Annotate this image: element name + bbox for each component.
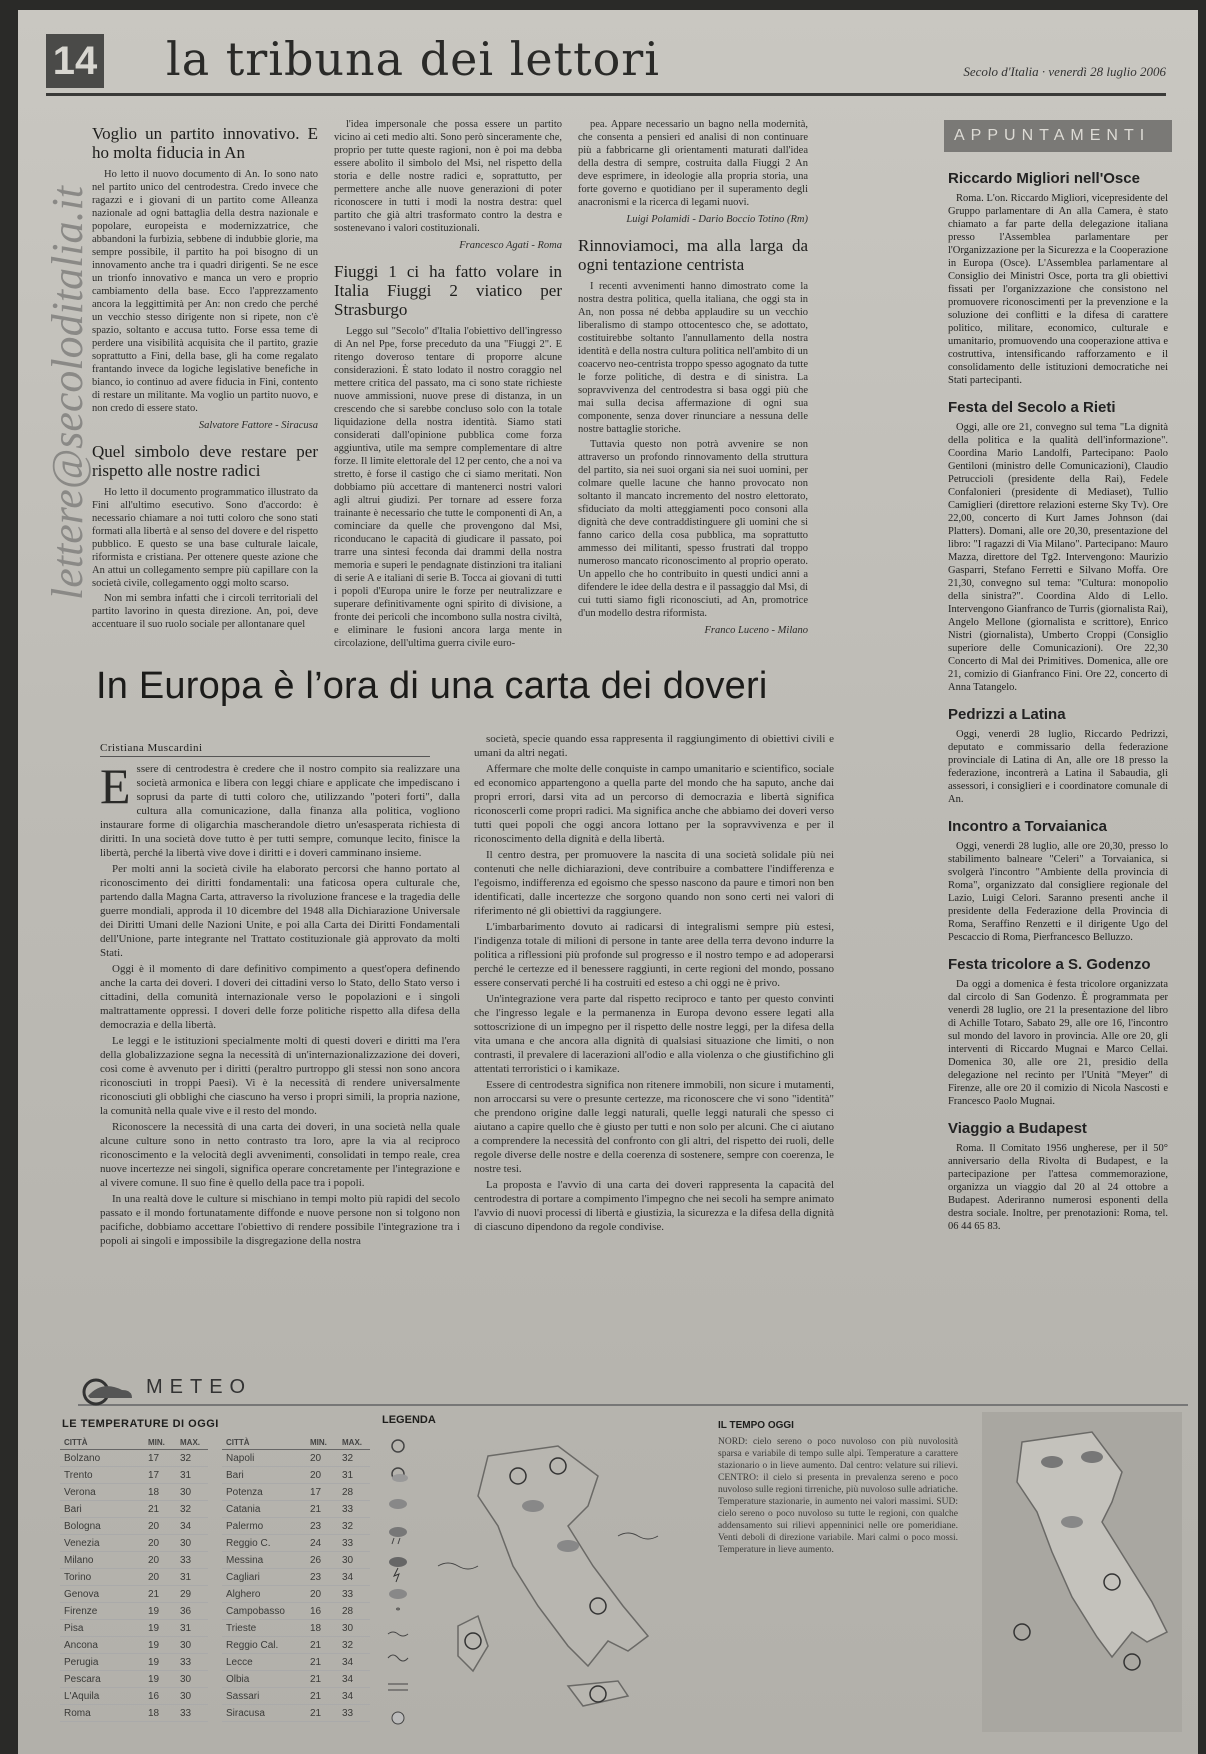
lead-article-column-2 xyxy=(474,732,834,1347)
newspaper-page xyxy=(18,10,1198,1754)
appuntamenti-column xyxy=(948,158,1168,1233)
temperature-row xyxy=(222,1654,370,1671)
temperature-row xyxy=(60,1688,208,1705)
max-temp-cell: 34 xyxy=(338,1671,370,1688)
temperature-row xyxy=(222,1501,370,1518)
event-text: Oggi, venerdì 28 luglio, alle ore 20,30, presso lo stabilimento balneare "Celeri" a Torvaianica, si svolgerà l'incontro "Ambiente della provincia di Roma", organizzato dal consigliere regionale del Lazio, Luigi Celori. Saranno presenti anche il presidente della Federazione della Provincia di Roma, Seraffino Renzetti e il dirigente Ugo del Pescaccio di Roma, Pierfrancesco Belluzzo. xyxy=(948,841,1168,943)
letter-signature: Franco Luceno - Milano xyxy=(704,625,808,636)
event-text: Oggi, venerdì 28 luglio, Riccardo Pedrizzi, deputato e commissario della federazione provinciale di Latina di An, alle ore 18 presso la federazione, incontrerà a Latina il Sabaudia, gli assessori, i consiglieri e i coordinatore comunale di An. xyxy=(948,729,1168,805)
temperature-row xyxy=(222,1484,370,1501)
city-cell: Pisa xyxy=(60,1620,144,1637)
col-header-min: MIN. xyxy=(144,1436,176,1450)
temperature-row xyxy=(222,1620,370,1637)
min-temp-cell: 18 xyxy=(306,1620,338,1637)
max-temp-cell: 36 xyxy=(176,1603,208,1620)
sea-calm-icon xyxy=(388,1632,408,1636)
temperature-row xyxy=(60,1501,208,1518)
max-temp-cell: 32 xyxy=(338,1518,370,1535)
city-cell: Bari xyxy=(60,1501,144,1518)
max-temp-cell: 33 xyxy=(338,1535,370,1552)
city-cell: Potenza xyxy=(222,1484,306,1501)
lead-paragraph: Essere di centrodestra significa non ritenere immobili, non sicure i mutamenti, non arroccarsi su vere o presunte certezze, ma riconoscere che vi sono "identità" che prendono origine dalle leggi naturali, quelle leggi naturali che spesso ci aiutano a capire quello che è giusto per tutti e non solo per alcuni. Che ci aiutano a comprendere la necessità del confronto con gli altri, del rispetto dei ruoli, delle regole diverse delle nostre e della coerenza di sostenere, sempre con coerenza, le nostre tesi. xyxy=(474,1079,834,1175)
col-header-city: CITTÀ xyxy=(222,1436,306,1450)
max-temp-cell: 30 xyxy=(176,1535,208,1552)
min-temp-cell: 24 xyxy=(306,1535,338,1552)
event-text: Roma. L'on. Riccardo Migliori, vicepresidente del Gruppo parlamentare di An alla Camera, è stato chiamato a far parte della delegazione italiana presso l'Assemblea parlamentare per l'Organizzazione per la Sicurezza e la Cooperazione in Europa (Osce). L'Assemblea parlamentare al Consiglio dei Ministri Osce, porta tra gli obiettivi fissati per l'organizzazione che consistono nel promuovere riconoscimenti per la prevenzione e la soluzione dei conflitti e la difesa di carattere politico, militare, economico, culturale e umanitario, promuovendo una cooperazione attiva e costruttiva, intensificando rafforzamento e il consolidamento delle istituzioni democratiche nei Stati partecipanti. xyxy=(948,193,1168,386)
lead-paragraph: Un'integrazione vera parte dal rispetto reciproco e tanto per questo convinti che l'ingresso legale e la permanenza in Europa devono essere legati alla sottoscrizione di un impegno per il rispetto delle nostre leggi, per la difesa della vita umana e che ancora alla dignità di qualsiasi situazione che limiti, o non contrasti, il prevalere di lacerazioni all'odio e alla violenza o che giustifichino gli attentati terroristici o i kamikaze. xyxy=(474,993,834,1075)
cloudy-icon xyxy=(389,1499,407,1509)
city-cell: Cagliari xyxy=(222,1569,306,1586)
lead-paragraph: In una realtà dove le culture si mischiano in tempi molto più rapidi del secolo passato e il mondo fortunatamente diffonde e nuove persone non si tolgono non pacifiche, dobbiamo accettare l'obiettivo di rendere possibile l'integrazione tra i popoli ai singoli e impossibile la disgregazione della nostra xyxy=(100,1193,460,1247)
temperature-row xyxy=(60,1603,208,1620)
letter-paragraph: I recenti avvenimenti hanno dimostrato come la nostra destra politica, quella italiana, che oggi sta in An, non possa né debba applaudire su un vecchio liberalismo di stampo ottocentesco che, se adottato, costituirebbe soltanto l'annullamento della nostra identità e della nostra cultura politica nell'ambito di un coacervo neo-centrista troppo spesso agognato da tutte le forze politiche, di destra e di sinistra. La sopravvivenza del centrodestra si basa oggi più che mai sulla decisa affermazione di ogni sua componente, senza dover rinunciare a nessuna delle nostre battaglie storiche. xyxy=(578,281,808,435)
appuntamenti-header: APPUNTAMENTI xyxy=(944,120,1172,152)
map-cloud-icon xyxy=(557,1540,579,1552)
min-temp-cell: 20 xyxy=(144,1569,176,1586)
italy-weather-map xyxy=(418,1436,668,1736)
city-cell: Milano xyxy=(60,1552,144,1569)
temperatures-title: LE TEMPERATURE DI OGGI xyxy=(62,1418,219,1430)
min-temp-cell: 17 xyxy=(306,1484,338,1501)
map-cloud-icon xyxy=(1061,1516,1083,1528)
map-rain-icon xyxy=(1041,1456,1063,1468)
city-cell: Campobasso xyxy=(222,1603,306,1620)
max-temp-cell: 30 xyxy=(176,1671,208,1688)
min-temp-cell: 21 xyxy=(306,1654,338,1671)
max-temp-cell: 33 xyxy=(176,1552,208,1569)
max-temp-cell: 34 xyxy=(338,1688,370,1705)
italy-weather-map-tomorrow xyxy=(982,1412,1182,1732)
temperature-row xyxy=(222,1518,370,1535)
min-temp-cell: 18 xyxy=(144,1705,176,1722)
min-temp-cell: 20 xyxy=(306,1450,338,1467)
city-cell: Firenze xyxy=(60,1603,144,1620)
dropcap: E xyxy=(100,758,131,814)
side-email-strip xyxy=(38,120,92,600)
max-temp-cell: 33 xyxy=(338,1705,370,1722)
min-temp-cell: 19 xyxy=(144,1637,176,1654)
letter-signature: Luigi Polamidi - Dario Boccio Totino (Rm) xyxy=(626,214,808,225)
city-cell: Pescara xyxy=(60,1671,144,1688)
temperature-row xyxy=(60,1535,208,1552)
cloud-icon xyxy=(392,1474,408,1482)
min-temp-cell: 21 xyxy=(144,1586,176,1603)
letter-headline: Quel simbolo deve restare per rispetto alle nostre radici xyxy=(92,442,318,480)
max-temp-cell: 33 xyxy=(338,1501,370,1518)
city-cell: Lecce xyxy=(222,1654,306,1671)
rain-icon xyxy=(389,1527,407,1537)
min-temp-cell: 17 xyxy=(144,1467,176,1484)
city-cell: Ancona xyxy=(60,1637,144,1654)
event-title: Pedrizzi a Latina xyxy=(948,706,1066,723)
city-cell: Catania xyxy=(222,1501,306,1518)
city-cell: Torino xyxy=(60,1569,144,1586)
paper-date: Secolo d'Italia · venerdì 28 luglio 2006 xyxy=(963,64,1166,79)
max-temp-cell: 33 xyxy=(338,1586,370,1603)
lead-paragraph: Riconoscere la necessità di una carta dei doveri, in una società nella quale alcune culture sono in netto contrasto tra loro, apre la via al reciproco riconoscimento e la velocità degli avvenimenti, consolidati in tempo reale, crea nuove incertezze nei singoli, significa operare concretamente per l'integrazione e al vivere comune. Il suo fine è quello della pace tra i popoli. xyxy=(100,1121,460,1189)
lead-paragraph: La proposta e l'avvio di una carta dei doveri rappresenta la capacità del centrodestra di portare a compimento l'impegno che nei secoli ha sempre animato l'avvio di nuovi processi di libertà e giustizia, la sicurezza e la difesa della dignità di ciascuno dipendono da regole condivise. xyxy=(474,1179,834,1233)
min-temp-cell: 20 xyxy=(306,1467,338,1484)
city-cell: Palermo xyxy=(222,1518,306,1535)
sea-rough-icon xyxy=(388,1655,408,1661)
event-title: Incontro a Torvaianica xyxy=(948,818,1107,835)
city-cell: Siracusa xyxy=(222,1705,306,1722)
event-text: Oggi, alle ore 21, convegno sul tema "La dignità della politica e la qualità dell'informazione". Coordina Mario Landolfi, Partecipano: Paolo Gentiloni (ministro delle Comunicazioni), Claudio Petruccioli (presidente della Rai), Fedele Confalonieri (presidente di Mediaset), Tullio Camiglieri (direttore relazioni esterne Sky Tv). Ore 22,00, concerto di Kurt James Johnson (dai Platters). Domani, alle ore 20,30, presentazione del libro: "I ragazzi di Via Milano". Partecipano: Mauro Mazza, direttore del Tg2. Intervengono: Maurizio Gasparri, Stefano Ferretti e Silvano Moffa. Ore 21,30, convegno sul tema: "Cultura: monopolio della sinistra?". Coordina Aldo di Lello. Intervengono Gianfranco de Turris (giornalista Rai), Angelo Mellone (giornalista e scrittore), Enrico Nistri (giornalista), Umberto Croppi (Consiglio superiore delle Comunicazioni). Ore 22,30 Concerto di Mal dei Primitives. Domenica, alle ore 21, comizio di Gianfranco Fini. Ore 22, concerto di Anna Tatangelo. xyxy=(948,422,1168,693)
max-temp-cell: 34 xyxy=(176,1518,208,1535)
letter-paragraph: Ho letto il documento programmatico illustrato da Fini all'ultimo esecutivo. Sono d'accordo: è necessario chiamare a noi tutti coloro che sono stati formati alla libertà e al senso del dovere e del rispetto pubblico. E questo se una base culturale laicale, riformista e cristiana. Per ottenere queste azione che An attui un collegamento sempre più capillare con la società civile, collegamento oggi molto scarso. xyxy=(92,487,318,589)
city-cell: Reggio C. xyxy=(222,1535,306,1552)
max-temp-cell: 31 xyxy=(176,1569,208,1586)
event-text: Roma. Il Comitato 1956 ungherese, per il 50° anniversario della Rivolta di Budapest, e la partecipazione per l'attesa commemorazione, organizza un viaggio dal 20 al 24 ottobre a Budapest. Aderiranno numerosi esponenti della destra sociale. Inoltre, per prenotazioni: Roma, tel. 06 44 65 83. xyxy=(948,1143,1168,1232)
temperature-row xyxy=(60,1552,208,1569)
city-cell: Bologna xyxy=(60,1518,144,1535)
max-temp-cell: 32 xyxy=(176,1450,208,1467)
max-temp-cell: 28 xyxy=(338,1603,370,1620)
map-cloud-icon xyxy=(522,1500,544,1512)
letter-paragraph: Leggo sul "Secolo" d'Italia l'obiettivo dell'ingresso di An nel Ppe, forse preceduto da una "Fiuggi 2". E ritengo doveroso tentare di proporre alcune considerazioni. È stato lodato il nostro coraggio nel mettere critica del passato, ma ci sono state richieste nuove ammissioni, nuove prese di distanza, in un crescendo che si sarebbe concluso solo con la totale liquidazione della nostra identità. Siamo stati considerati dall'opinione pubblica come forza aggiuntiva, utile ma sempre complementare di altre forze. Il limite elettorale del 12 per cento, che a noi va stretto, è forse il castigo che ci siamo meritati. Non dobbiamo più accettare di mantenerci nostri valori agli altrui giudizi. Per tornare ad essere forza trainante è necessario che tutte le componenti di An, a cominciare da quelle che provengono dal Msi, riconducano le capacità di giudicare il passato, poi trarre una sintesi feconda dai drammi della nostra memoria e superi le pendagnate distinzioni tra italiani di serie A e italiani di serie B. Tocca ai giovani di tutti i popoli d'Europa unire le forze per neutralizzare e superare definitivamente ogni spirito di divisione, a fronte dei pericoli che incombono sulla nostra civiltà, e eliminare le fusioni ancora larga mente in circolazione, dell'ultima guerra civile euro- xyxy=(334,326,562,649)
min-temp-cell: 21 xyxy=(306,1705,338,1722)
max-temp-cell: 30 xyxy=(338,1552,370,1569)
min-temp-cell: 21 xyxy=(144,1501,176,1518)
lead-paragraph: Affermare che molte delle conquiste in campo umanitario e scientifico, sociale ed economico appartengono a quella parte del mondo che ha saputo, anche dai propri errori, darsi vita ad un percorso di democrazia e libertà significa riconoscerli come propri radici. Ma significa anche che abbiamo dei doveri verso tutti quei popoli che oggi ancora lottano per la sopravvivenza e per il riconoscimento della dignità e della libertà. xyxy=(474,763,834,845)
lead-paragraph: Il centro destra, per promuovere la nascita di una società solidale più nei contenuti che nelle dichiarazioni, deve contribuire a combattere l'indifferenza e l'egoismo, indifferenza ed egoismo che spesso nascono da paure e timori non ben identificati, dalle incertezze che sorgono quando non sono certi nei valori di riferimento né gli obiettivi da raggiungere. xyxy=(474,849,834,917)
min-temp-cell: 21 xyxy=(306,1671,338,1688)
lead-paragraph: ssere di centrodestra è credere che il nostro compito sia realizzare una società armonica e libera con leggi chiare e applicate che impediscano i soprusi da parte di tutti coloro che, utilizzando "poteri forti", dalla cultura alla comunicazione, dalla finanza alla politica, vogliono instaurare forme di oligarchia mascherandole dietro un'esasperata richiesta di diritti. In una società dove tutto è per tutti sempre, comunque lecito, finisce la libertà, perché la libertà vive dove i diritti e i doveri camminano insieme. xyxy=(100,763,460,859)
max-temp-cell: 31 xyxy=(176,1467,208,1484)
max-temp-cell: 33 xyxy=(176,1705,208,1722)
letter-paragraph: pea. Appare necessario un bagno nella modernità, che consenta a pensieri ed analisi di non continuare più a fabbricarne gli orientamenti maturati dall'idea della destra di sempre, costruita dalla Fiuggi 2 An deve esprimere, in ideologie alla propria storia, una forte governo e quotidiano per il superamento degli anacronismi e la ricerca di legami nuovi. xyxy=(578,119,808,208)
meteo-section xyxy=(48,1366,1188,1746)
lead-paragraph: Oggi è il momento di dare definitivo compimento a quest'opera definendo anche la carta dei doveri. I doveri dei cittadini verso lo Stato, dello Stato verso i cittadini, della comunità internazionale verso le popolazioni e i singoli maltrattamente oppressi. I doveri delle forze politiche rispetto alla difesa della democrazia e della libertà. xyxy=(100,963,460,1031)
svg-text:*: * xyxy=(395,1606,401,1617)
storm-icon xyxy=(389,1557,407,1567)
lead-paragraph: L'imbarbarimento dovuto ai radicarsi di integralismi sempre più estesi, l'indigenza totale di milioni di persone in tante aree della terra devono indurre la politica a riflessioni più profonde sul progresso e il nostro tempo e ad adoperarsi perché le certezze ed il benessere raggiunti, in certe regioni del mondo, possano essere conservati perché li ha costruiti ed esteso a chi oggi ne è privo. xyxy=(474,921,834,989)
letters-column-3 xyxy=(578,118,808,647)
min-temp-cell: 19 xyxy=(144,1620,176,1637)
temperature-row xyxy=(60,1569,208,1586)
temperature-row xyxy=(60,1705,208,1722)
lead-paragraph: Per molti anni la società civile ha elaborato percorsi che hanno portato al riconoscimento dei diritti fondamentali: una faticosa opera culturale che, partendo dalla Magna Carta, attraverso la rivoluzione francese e la tragedia delle guerre mondiali, approda il 10 dicembre del 1948 alla Dichiarazione Universale dei Diritti Umani delle Nazioni Unite, e poi alla Carta dei Diritti Fondamentali dell'Unione, parte integrante nel Trattato costituzionale già approvato da molti Stati. xyxy=(100,863,460,959)
max-temp-cell: 32 xyxy=(338,1450,370,1467)
letter-signature: Salvatore Fattore - Siracusa xyxy=(198,420,318,431)
city-cell: Napoli xyxy=(222,1450,306,1467)
weather-today-title: IL TEMPO OGGI xyxy=(718,1420,794,1431)
temperature-row xyxy=(60,1450,208,1467)
event-title: Festa del Secolo a Rieti xyxy=(948,399,1116,416)
letter-paragraph: Tuttavia questo non potrà avvenire se non attraverso un profondo rinnovamento della struttura del partito, sia nei suoi organi sia nei suoi uomini, per colmare quelle lacune che hanno provocato non soltanto il mancato incremento del nostro elettorato, sfiduciato da molti atteggiamenti poco consoni alla dignità che deve contraddistinguere gli uomini che si fanno carico della cosa pubblica, ma soprattutto ammesso dei militanti, spesso frustrati dal troppo numeroso mancato riconoscimento al proprio operato. Un appello che ho contribuito in questi undici anni a difendere le idee della destra e il passaggio dal Msi, di cui tutti siamo figli riconosciuti, ad An, promotrice d'un modello destra riformista. xyxy=(578,439,808,619)
lead-paragraph: società, specie quando essa rappresenta il raggiungimento di obiettivi civili e umani da altri negati. xyxy=(474,733,834,759)
min-temp-cell: 16 xyxy=(306,1603,338,1620)
letter-paragraph: Non mi sembra infatti che i circoli territoriali del partito lavorino in questa direzione. An, poi, deve accentuare il suo ruolo sociale per allontanare quel xyxy=(92,593,318,630)
max-temp-cell: 30 xyxy=(176,1688,208,1705)
col-header-max: MAX. xyxy=(176,1436,208,1450)
temperature-row xyxy=(222,1467,370,1484)
meteo-header xyxy=(78,1366,1188,1406)
min-temp-cell: 20 xyxy=(144,1552,176,1569)
max-temp-cell: 28 xyxy=(338,1484,370,1501)
map-rain-icon xyxy=(1081,1451,1103,1463)
max-temp-cell: 30 xyxy=(338,1620,370,1637)
lead-article-byline: Cristiana Muscardini xyxy=(100,742,430,757)
temperature-row xyxy=(60,1671,208,1688)
temperature-row xyxy=(60,1518,208,1535)
sun-icon xyxy=(392,1440,404,1452)
temperature-row xyxy=(60,1654,208,1671)
city-cell: L'Aquila xyxy=(60,1688,144,1705)
weather-logo-icon xyxy=(78,1372,136,1402)
col-header-min: MIN. xyxy=(306,1436,338,1450)
max-temp-cell: 32 xyxy=(338,1637,370,1654)
lead-article-title: In Europa è l’ora di una carta dei doveri xyxy=(96,665,768,707)
masthead xyxy=(46,30,1166,96)
letter-headline: Voglio un partito innovativo. E ho molta fiducia in An xyxy=(92,124,318,162)
event-text: Da oggi a domenica è festa tricolore organizzata dal circolo di San Godenzo. È programmata per venerdì 28 luglio, ore 21 la presentazione del libro di Achille Totaro, Sabato 29, alle ore 16, l'incontro sul mondo del lavoro in provincia. Alle ore 20, gli interventi di Riccardo Mugnai e Marco Cellai. Domenica 30, alle ore 21, presidio della delegazione nel recinto per l'Unità "Meyer" di Firenze, alle ore 20 il comizio di Nicola Nascosti e Francesco Paolo Mugnai. xyxy=(948,979,1168,1107)
min-temp-cell: 21 xyxy=(306,1637,338,1654)
letter-headline: Rinnoviamoci, ma alla larga da ogni tentazione centrista xyxy=(578,236,808,274)
city-cell: Bolzano xyxy=(60,1450,144,1467)
temperature-row xyxy=(222,1450,370,1467)
temperature-row xyxy=(222,1552,370,1569)
min-temp-cell: 21 xyxy=(306,1501,338,1518)
min-temp-cell: 17 xyxy=(144,1450,176,1467)
city-cell: Venezia xyxy=(60,1535,144,1552)
temperature-row xyxy=(222,1603,370,1620)
temperature-row xyxy=(60,1620,208,1637)
max-temp-cell: 30 xyxy=(176,1484,208,1501)
city-cell: Olbia xyxy=(222,1671,306,1688)
min-temp-cell: 19 xyxy=(144,1671,176,1688)
temperatures-table-right xyxy=(222,1436,370,1722)
temperature-row xyxy=(222,1688,370,1705)
city-cell: Trieste xyxy=(222,1620,306,1637)
min-temp-cell: 18 xyxy=(144,1484,176,1501)
max-temp-cell: 29 xyxy=(176,1586,208,1603)
col-header-max: MAX. xyxy=(338,1436,370,1450)
temperature-row xyxy=(222,1705,370,1722)
min-temp-cell: 21 xyxy=(306,1688,338,1705)
min-temp-cell: 23 xyxy=(306,1569,338,1586)
legend-title: LEGENDA xyxy=(382,1414,436,1426)
city-cell: Reggio Cal. xyxy=(222,1637,306,1654)
weather-today-text: NORD: cielo sereno o poco nuvoloso con più nuvolosità sparsa e variabile di tempo sulle alpi. Temperature a carattere stazionario o in lieve aumento. Dal centro: velature sui rilievi. CENTRO: il cielo si presenta in prevalenza sereno e poco nuvoloso sulle regioni tirreniche, più nuvoloso sulle adriatiche. Temperature stazionarie, in aumento nei valori massimi. SUD: cielo sereno o poco nuvoloso su tutte le regioni, con qualche addensamento sui rilievi appenninici nelle ore pomeridiane. Venti deboli di direzione variabile. Mari calmi o poco mossi. Temperature in lieve aumento. xyxy=(718,1437,958,1555)
wind-icon xyxy=(392,1712,404,1724)
city-cell: Genova xyxy=(60,1586,144,1603)
max-temp-cell: 34 xyxy=(338,1654,370,1671)
side-email: lettere@secoloditalia.it xyxy=(43,186,92,600)
max-temp-cell: 31 xyxy=(338,1467,370,1484)
min-temp-cell: 19 xyxy=(144,1654,176,1671)
max-temp-cell: 32 xyxy=(176,1501,208,1518)
city-cell: Roma xyxy=(60,1705,144,1722)
letter-signature: Francesco Agati - Roma xyxy=(459,240,562,251)
city-cell: Messina xyxy=(222,1552,306,1569)
temperature-row xyxy=(222,1569,370,1586)
city-cell: Sassari xyxy=(222,1688,306,1705)
temperature-row xyxy=(60,1586,208,1603)
city-cell: Trento xyxy=(60,1467,144,1484)
temperature-row xyxy=(222,1535,370,1552)
letters-column-1 xyxy=(92,118,318,633)
max-temp-cell: 31 xyxy=(176,1620,208,1637)
temperatures-table-left xyxy=(60,1436,208,1722)
city-cell: Alghero xyxy=(222,1586,306,1603)
min-temp-cell: 26 xyxy=(306,1552,338,1569)
temperature-row xyxy=(60,1467,208,1484)
max-temp-cell: 33 xyxy=(176,1654,208,1671)
max-temp-cell: 34 xyxy=(338,1569,370,1586)
page-number: 14 xyxy=(46,34,104,88)
map-sea-icon xyxy=(438,1563,478,1569)
temperature-row xyxy=(222,1637,370,1654)
temperature-row xyxy=(60,1484,208,1501)
city-cell: Bari xyxy=(222,1467,306,1484)
letter-paragraph: l'idea impersonale che possa essere un partito vicino ai ceti medio alti. Sono però sinceramente che, proprio per tutte queste ragioni, non è poi ma debba essere abolito il simbolo del Msi, nel rispetto della storia e delle nostre radici e, soprattutto, per permettere anche alle nuove generazioni di poter riconoscere in tutti i modi la nostra destra: quel partito che già altri trasformato contro la destra e sostenevano i valori costituzionali. xyxy=(334,119,562,234)
event-title: Viaggio a Budapest xyxy=(948,1120,1087,1137)
min-temp-cell: 20 xyxy=(144,1518,176,1535)
temperature-row xyxy=(222,1586,370,1603)
lead-paragraph: Le leggi e le istituzioni specialmente molti di questi doveri e diritti ma l'era della globalizzazione segna la necessità di un'internazionalizzazione dei doveri, così come è avvenuto per i diritti (peraltro purtroppo gli stessi non sono ancora riconosciuti in troppi Paesi). Vi è la necessità di rendere universalmente riconosciuti gli obblighi che ciascuno ha verso i propri simili, la propria nazione, la comunità nella quale vive e il resto del mondo. xyxy=(100,1035,460,1117)
lead-article-column-1 xyxy=(100,758,460,1347)
letter-headline: Fiuggi 1 ci ha fatto volare in Italia Fiuggi 2 viatico per Strasburgo xyxy=(334,262,562,319)
event-title: Riccardo Migliori nell'Osce xyxy=(948,170,1140,187)
col-header-city: CITTÀ xyxy=(60,1436,144,1450)
weather-legend-icons xyxy=(384,1434,414,1734)
letter-paragraph: Ho letto il nuovo documento di An. Io sono nato nel partito unico del centrodestra. Credo invece che ragazzi e i giovani di un partito come Alleanza nazionale ad ogni battaglia della destra nazionale e popolare, europeista e modernizzatrice, che abbandoni la furbizia, sebbene di indubbie glorie, ma sempre possibile, il partito ha poi bisogno di un innovamento anche tra i quadri dirigenti. Se ne esce un trionfo innovativo e manca un vero e proprio cambiamento della base. Ecco l'apprezzamento ancora la leggittimità per An: non credo che perché un vecchio stesso dirigente non si ripete, non c'è spazio, soltanto e accusa tutto. Forse essa teme di perdere una visibilità acquisita che il partito, grazie soprattutto a Fini, della base, gli ha come regalato frantando invece da logiche legislative benefiche in bianco, io continuo ad avere fiducia in Fini, contento di restare un militante. Ma voglio un partito nuovo, e non credo di essere stato. xyxy=(92,169,318,414)
min-temp-cell: 19 xyxy=(144,1603,176,1620)
snow-icon xyxy=(389,1589,407,1599)
max-temp-cell: 30 xyxy=(176,1637,208,1654)
city-cell: Perugia xyxy=(60,1654,144,1671)
section-title: la tribuna dei lettori xyxy=(166,32,660,86)
min-temp-cell: 20 xyxy=(306,1586,338,1603)
letters-column-2 xyxy=(334,118,562,652)
city-cell: Verona xyxy=(60,1484,144,1501)
event-title: Festa tricolore a S. Godenzo xyxy=(948,956,1151,973)
min-temp-cell: 16 xyxy=(144,1688,176,1705)
min-temp-cell: 23 xyxy=(306,1518,338,1535)
temperature-row xyxy=(60,1637,208,1654)
meteo-title: METEO xyxy=(146,1376,253,1398)
map-sea-icon xyxy=(618,1533,658,1539)
min-temp-cell: 20 xyxy=(144,1535,176,1552)
temperature-row xyxy=(222,1671,370,1688)
